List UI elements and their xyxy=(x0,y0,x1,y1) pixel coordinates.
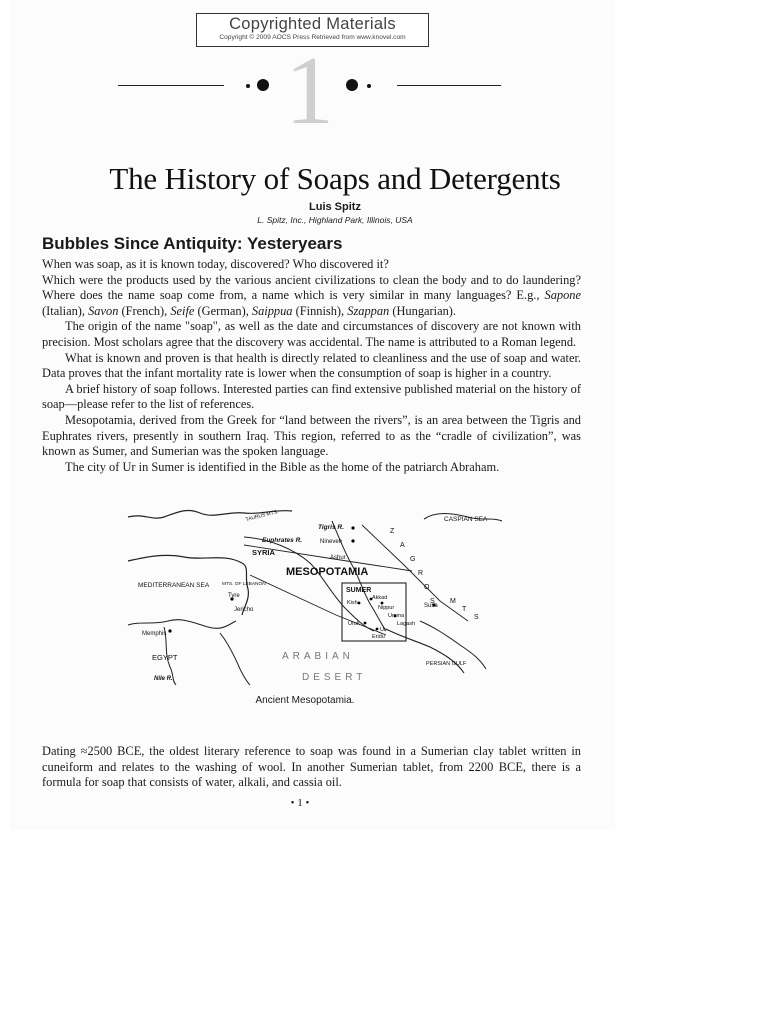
label-ur: Ur xyxy=(380,627,386,633)
label-uruk: Uruk xyxy=(348,621,360,627)
city-dot xyxy=(364,622,367,625)
italic-word: Seife xyxy=(170,303,195,318)
label-desert: DESERT xyxy=(302,672,367,683)
label-sumer: SUMER xyxy=(346,587,372,594)
svg-text:G: G xyxy=(410,556,416,563)
paragraph-languages: Which were the products used by the various ancient civilizations to clean the body and to do laundering? Where does the name soap come from, a name which is very similar in many languages? E.g., Sapone (Italian), Savon (French), Seife (German), Saippua (Finnish), Szappan (Hungarian). xyxy=(42,272,581,318)
svg-text:M: M xyxy=(450,598,456,605)
label-egypt: EGYPT xyxy=(152,653,178,662)
label-susa: Susa xyxy=(424,603,438,609)
city-dot xyxy=(381,602,384,605)
body-text xyxy=(42,257,581,475)
map-caption: Ancient Mesopotamia. xyxy=(255,695,355,706)
label-lebanon: MTS. OF LEBANON xyxy=(222,582,266,587)
svg-text:S: S xyxy=(474,614,479,621)
label-caspian-sea: CASPIAN SEA xyxy=(444,516,488,523)
ornament-dot-small-left xyxy=(246,84,250,88)
author-affiliation: L. Spitz, Inc., Highland Park, Illinois, USA xyxy=(257,215,413,225)
label-nile: Nile R. xyxy=(154,676,173,682)
italic-word: Saippua xyxy=(251,303,293,318)
mesopotamia-map xyxy=(124,503,502,685)
paragraph: A brief history of soap follows. Interested parties can find extensive published material on the history of soap—please refer to the list of references. xyxy=(42,381,581,412)
paragraph: The origin of the name "soap", as well as the date and circumstances of discovery are not known with precision. Most scholars agree that the discovery was accidental. The name is attributed to a Roman legend. xyxy=(42,319,581,349)
chapter-title: The History of Soaps and Detergents xyxy=(109,161,561,196)
stamp-title: Copyrighted Materials xyxy=(229,15,396,33)
ornament-line-right xyxy=(397,85,501,86)
label-nippur: Nippur xyxy=(378,605,395,611)
section-heading: Bubbles Since Antiquity: Yesteryears xyxy=(42,234,343,253)
italic-word: Savon xyxy=(88,303,119,318)
label-umma: Umma xyxy=(388,613,405,619)
paragraph: What is known and proven is that health is directly related to cleanliness and the use of soap and water. Data proves that the infant mortality rate is lower when the consumption of soap is higher in a country. xyxy=(42,350,581,381)
ornament-dot-large-left xyxy=(257,79,269,91)
paragraph: When was soap, as it is known today, discovered? Who discovered it? xyxy=(42,257,389,271)
label-syria: SYRIA xyxy=(252,548,275,557)
label-ashur: Ashur xyxy=(330,555,346,561)
label-arabian: ARABIAN xyxy=(282,651,354,662)
label-akkad: Akkad xyxy=(372,595,388,601)
label-mesopotamia: MESOPOTAMIA xyxy=(286,566,369,578)
paragraph: Mesopotamia, derived from the Greek for “land between the rivers”, is an area between the Tigris and Euphrates rivers, presently in southern Iraq. This region, referred to as the “cradle of civilization”, was known as Sumer, and Sumerian was the spoken language. xyxy=(42,412,581,459)
label-eridu: Eridu xyxy=(372,634,385,640)
city-dot xyxy=(358,602,361,605)
coastline-egypt xyxy=(128,620,236,629)
page-number: • 1 • xyxy=(290,797,310,809)
ornament-dot-large-right xyxy=(346,79,358,91)
italic-word: Szappan xyxy=(347,303,390,318)
label-lagash: Lagash xyxy=(397,621,416,627)
svg-text:A: A xyxy=(400,542,405,549)
chapter-number: 1 xyxy=(285,37,334,145)
svg-text:O: O xyxy=(424,584,430,591)
label-persian-gulf: PERSIAN GULF xyxy=(426,661,467,667)
label-tyre: Tyre xyxy=(228,593,240,599)
map-svg xyxy=(124,503,502,685)
paragraph: The city of Ur in Sumer is identified in the Bible as the home of the patriarch Abraham. xyxy=(65,459,500,474)
label-jericho: Jericho xyxy=(234,607,254,613)
label-taurus: TAURUS MTS. xyxy=(245,509,280,523)
city-dot xyxy=(351,539,354,542)
svg-text:Z: Z xyxy=(390,528,395,535)
stamp-subtitle: Copyright © 2009 AOCS Press Retrieved from www.knovel.com xyxy=(219,34,406,41)
label-euphrates: Euphrates R. xyxy=(262,537,303,544)
red-sea-coast xyxy=(220,633,250,685)
ornament-line-left xyxy=(118,85,224,86)
label-tigris: Tigris R. xyxy=(318,524,344,531)
author-name: Luis Spitz xyxy=(309,201,361,213)
city-dot xyxy=(376,628,379,631)
label-kish: Kish xyxy=(347,600,358,606)
svg-text:R: R xyxy=(418,570,424,577)
ornament-dot-small-right xyxy=(367,84,371,88)
paragraph: Dating ≈2500 BCE, the oldest literary reference to soap was found in a Sumerian clay tablet written in cuneiform and relates to the washing of wool. In another Sumerian tablet, from 2200 BCE, there is a formula for soap that consists of water, alkali, and cassia oil. xyxy=(42,744,581,790)
label-mediterranean: MEDITERRANEAN SEA xyxy=(138,582,210,589)
italic-word: Sapone xyxy=(544,288,581,303)
svg-text:T: T xyxy=(462,606,467,613)
body-text-after-map xyxy=(42,744,581,791)
label-memphis: Memphis xyxy=(142,631,167,637)
svg-text:S: S xyxy=(430,598,435,605)
city-dot xyxy=(351,526,354,529)
label-nineveh: Nineveh xyxy=(320,539,343,545)
city-dot xyxy=(168,629,171,632)
